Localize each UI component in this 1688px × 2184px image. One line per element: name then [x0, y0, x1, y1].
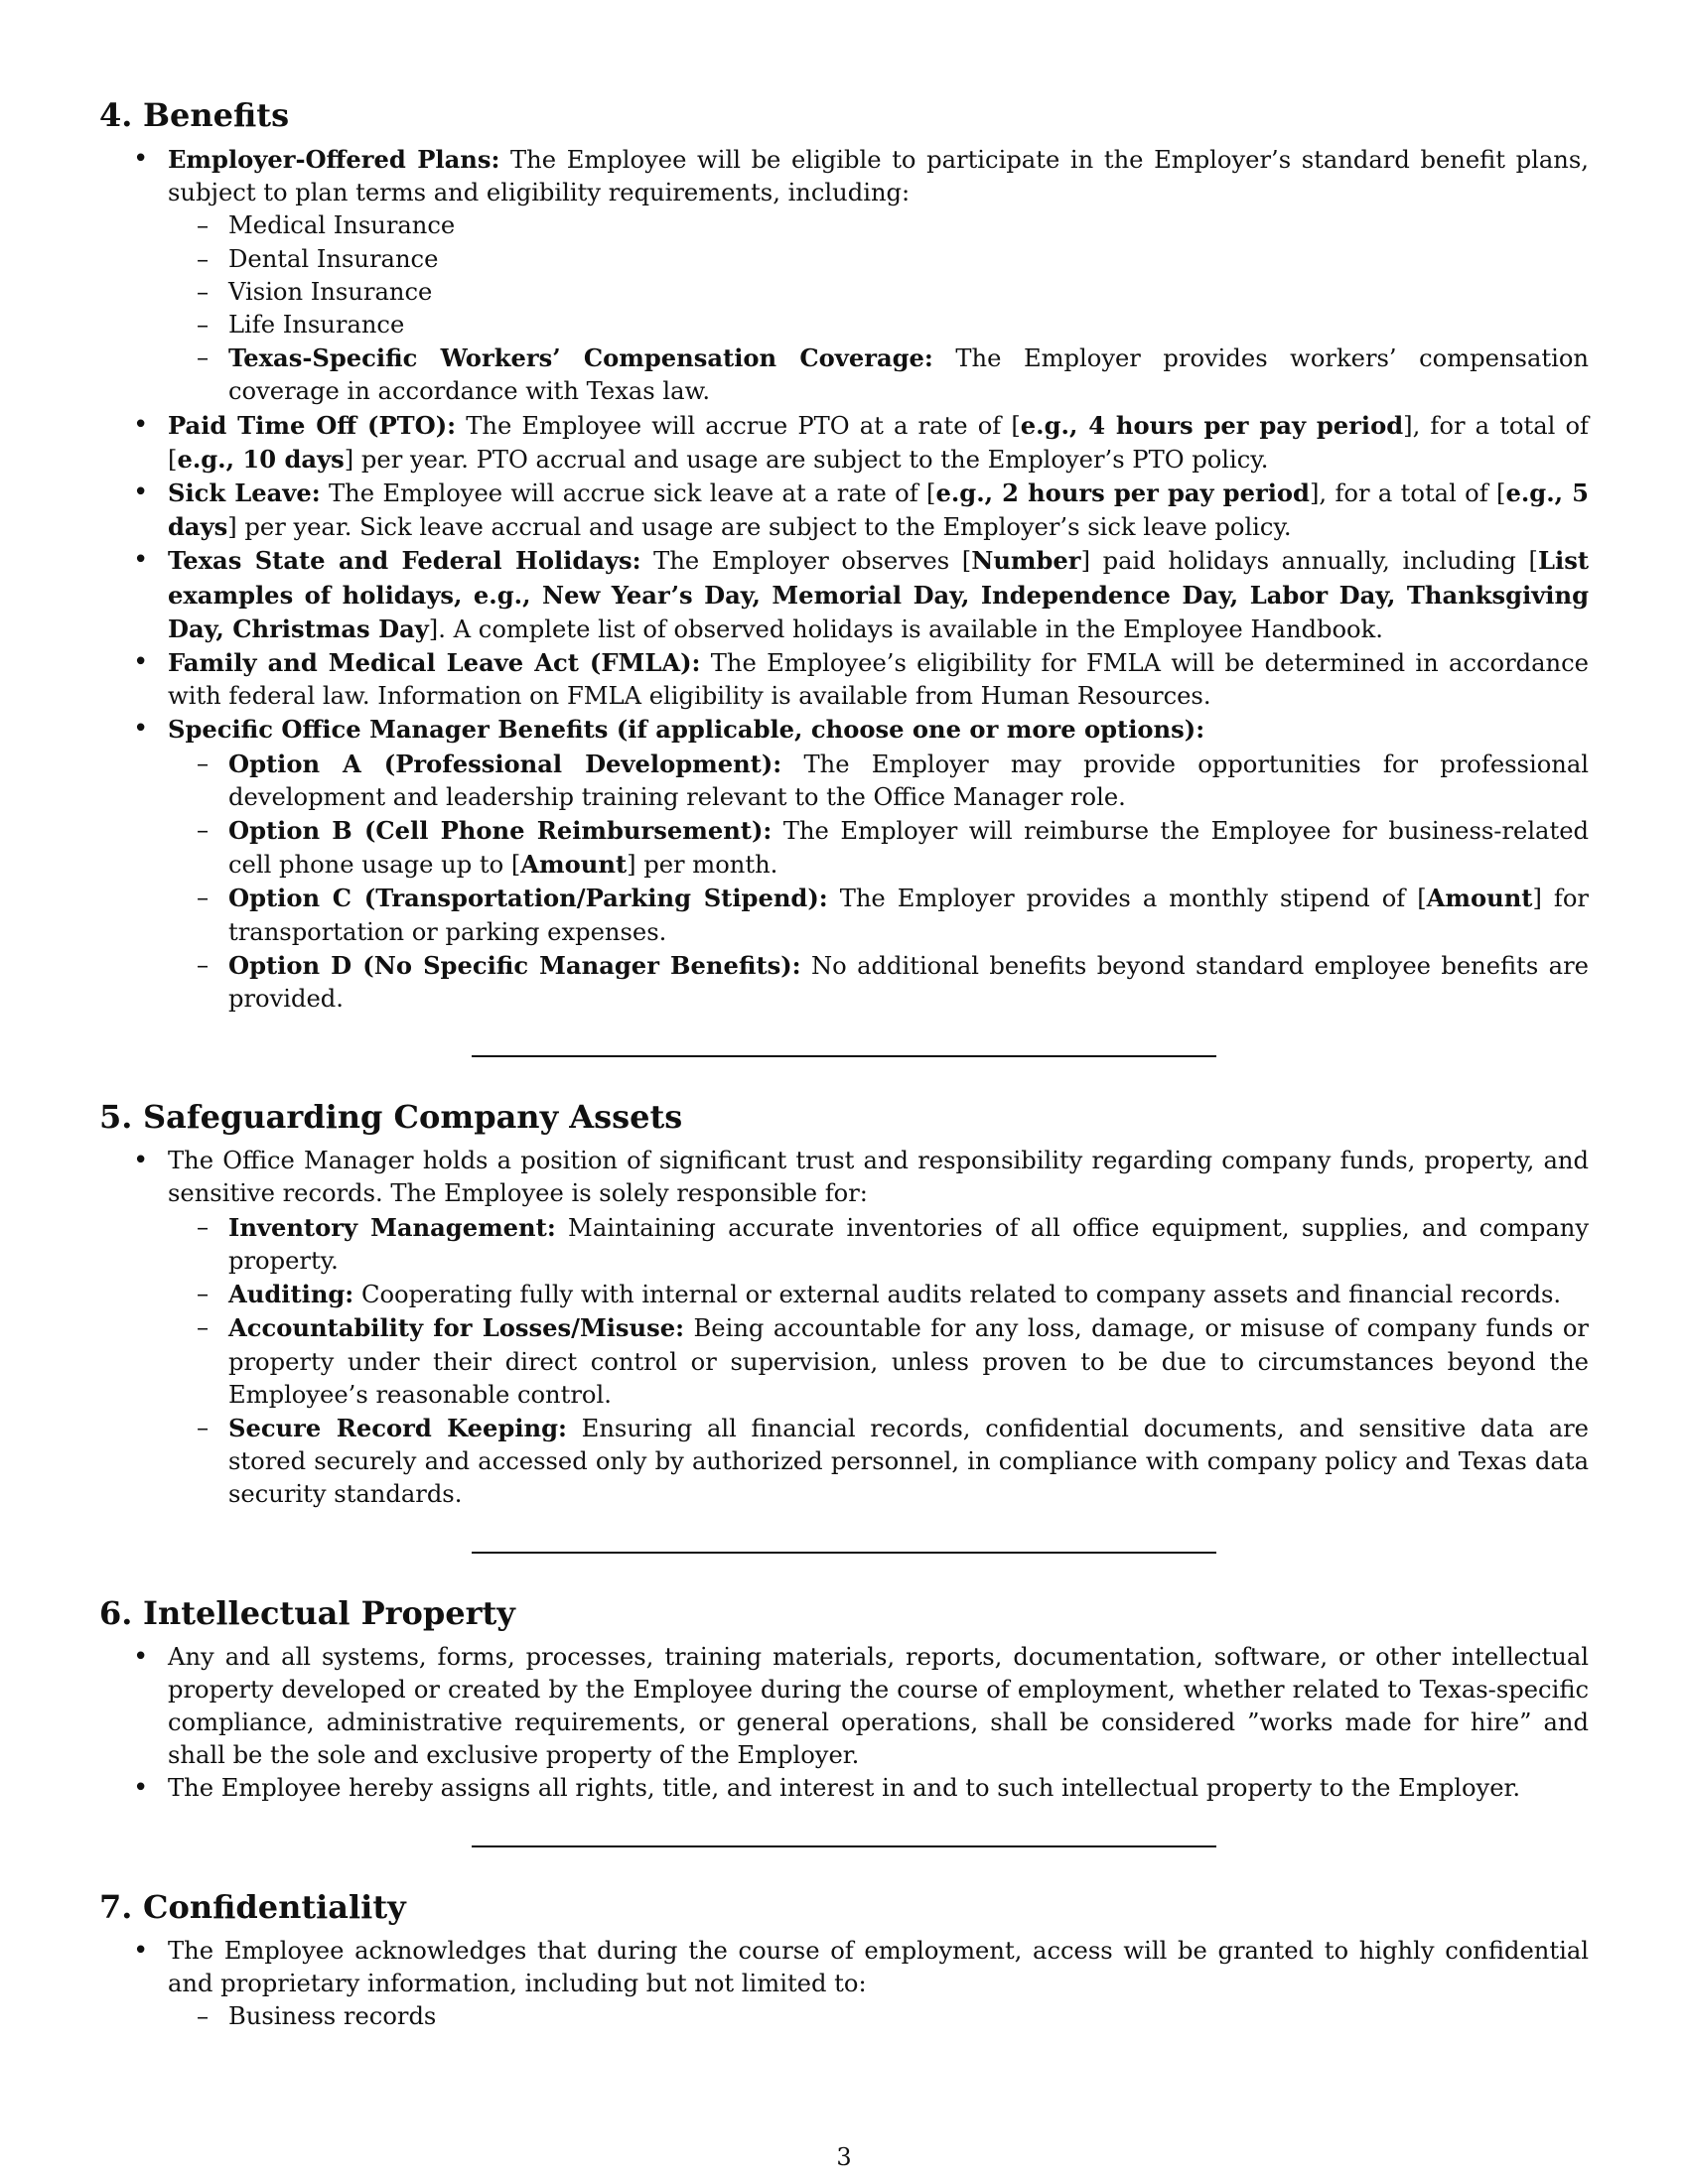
item-text: The Employee will be eligible to participate in the Employer’s standard benefit plans, subject to plan terms and eligibility requirements, including: — [168, 146, 1589, 207]
item-text: The Employee will accrue sick leave at a rate of [ — [320, 479, 936, 508]
item-text: The Employee’s eligibility for FMLA will be determined in accordance with federal law. Information on FMLA eligibility is available from Human Resources. — [168, 649, 1589, 711]
item-text: ], for a total of [ — [168, 411, 1590, 474]
confidentiality-list — [99, 1935, 1589, 2034]
item-label: Option C (Transportation/Parking Stipend): — [228, 884, 828, 913]
item-label: Option A (Professional Development): — [228, 749, 782, 778]
item-text: Ensuring all financial records, confidential documents, and sensitive data are stored securely and accessed only by authorized personnel, in compliance with company policy and Texas data security standards. — [228, 1414, 1589, 1509]
placeholder-value: Amount — [520, 850, 628, 880]
section-heading — [99, 95, 1589, 135]
list-item: • Any and all systems, forms, processes, training materials, reports, documentation, software, or other intellectual property developed or created by the Employee during the course of employment, whether related to Texas-specific compliance, administrative requirements, or general operations, shall be considered ”works made for hire” and shall be the sole and exclusive property of the Employer. — [99, 1641, 1589, 1773]
item-text: ] per month. — [627, 851, 778, 880]
option-b — [168, 814, 1589, 882]
item-text: The Employer will reimburse the Employee for business-related cell phone usage up to [ — [228, 817, 1589, 880]
option-a — [168, 748, 1589, 814]
list-item-responsibility — [99, 1145, 1589, 1511]
item-label: Texas-Specific Workers’ Compensation Coverage: — [228, 343, 933, 373]
section-heading — [99, 1593, 1589, 1633]
item-text: ] paid holidays annually, including [ — [1080, 547, 1538, 576]
sub-item-workers-comp — [168, 341, 1589, 408]
ip-list — [99, 1641, 1589, 1806]
options-sublist — [168, 748, 1589, 1017]
list-item-holidays — [99, 544, 1589, 646]
section-benefits — [99, 95, 1589, 1016]
list-item-sick-leave — [99, 477, 1589, 544]
section-title: Safeguarding Company Assets — [143, 1098, 683, 1137]
placeholder-value: e.g., 4 hours per pay period — [1020, 410, 1404, 440]
page-number: 3 — [836, 2143, 852, 2171]
item-text: The Employee acknowledges that during the course of employment, access will be granted to highly confidential and proprietary information, including but not limited to: — [168, 1936, 1589, 1997]
assets-list — [99, 1145, 1589, 1511]
list-item — [99, 1935, 1589, 2034]
item-text: ]. A complete list of observed holidays is available in the Employee Handbook. — [428, 614, 1383, 643]
section-heading — [99, 1887, 1589, 1927]
item-text: The Employer provides a monthly stipend of [ — [827, 885, 1427, 913]
responsibilities-sublist — [168, 1211, 1589, 1512]
option-c — [168, 882, 1589, 948]
item-text: Cooperating fully with internal or external audits related to company assets and financial records. — [353, 1281, 1562, 1309]
sub-item: – Life Insurance — [168, 309, 1589, 341]
section-safeguarding-assets — [99, 1097, 1589, 1511]
placeholder-value: List examples of holidays, e.g., New Year’s Day, Memorial Day, Independence Day, Labor Day, Thanksgiving Day, Christmas Day — [168, 546, 1589, 643]
item-text: ] for transportation or parking expenses. — [228, 885, 1589, 946]
placeholder-value: Amount — [1426, 884, 1533, 913]
item-text: No additional benefits beyond standard employee benefits are provided. — [228, 951, 1589, 1014]
item-label: Secure Record Keeping: — [228, 1413, 567, 1442]
sub-item: – Medical Insurance — [168, 209, 1589, 242]
item-label: Family and Medical Leave Act (FMLA): — [168, 648, 701, 678]
item-text: The Office Manager holds a position of significant trust and responsibility regarding company funds, property, and sensitive records. The Employee is solely responsible for: — [168, 1147, 1589, 1208]
item-label: Option D (No Specific Manager Benefits): — [228, 950, 801, 980]
item-text: The Employer provides workers’ compensation coverage in accordance with Texas law. — [228, 344, 1589, 406]
item-label: Inventory Management: — [228, 1212, 556, 1242]
item-text: Being accountable for any loss, damage, or misuse of company funds or property under their direct control or supervision, unless proven to be due to circumstances beyond the Employee’s reasonable control. — [228, 1314, 1589, 1409]
option-d — [168, 949, 1589, 1016]
item-text: The Employer observes [ — [640, 547, 972, 576]
sub-item-inventory — [168, 1211, 1589, 1278]
plans-sublist — [168, 209, 1589, 408]
item-label: Paid Time Off (PTO): — [168, 410, 457, 440]
section-heading — [99, 1097, 1589, 1137]
section-title: Confidentiality — [143, 1887, 406, 1926]
item-label: Auditing: — [228, 1280, 354, 1309]
section-number: 4. — [99, 96, 133, 134]
sub-item-record-keeping — [168, 1412, 1589, 1512]
placeholder-value: e.g., 5 days — [168, 478, 1589, 542]
list-item-manager-benefits — [99, 713, 1589, 1016]
item-label: Specific Office Manager Benefits (if applicable, choose one or more options): — [168, 715, 1205, 745]
section-confidentiality — [99, 1887, 1589, 2034]
sub-item: – Vision Insurance — [168, 276, 1589, 309]
section-title: Benefits — [143, 96, 290, 134]
item-label: Sick Leave: — [168, 478, 321, 508]
placeholder-value: e.g., 10 days — [177, 444, 345, 474]
list-item: • The Employee hereby assigns all rights, title, and interest in and to such intellectual property to the Employer. — [99, 1772, 1589, 1805]
item-label: Option B (Cell Phone Reimbursement): — [228, 816, 773, 846]
document-page — [99, 95, 1589, 2033]
list-item-pto — [99, 409, 1589, 477]
section-title: Intellectual Property — [143, 1593, 515, 1632]
sub-item: – Business records — [168, 2000, 1589, 2033]
list-item-fmla — [99, 646, 1589, 713]
section-intellectual-property — [99, 1593, 1589, 1806]
item-text: The Employer may provide opportunities for professional development and leadership training relevant to the Office Manager role. — [228, 750, 1589, 811]
item-label: Texas State and Federal Holidays: — [168, 546, 641, 576]
sub-item-auditing — [168, 1278, 1589, 1311]
item-label: Employer-Offered Plans: — [168, 145, 500, 174]
sub-item: – Dental Insurance — [168, 243, 1589, 276]
sub-item-accountability — [168, 1311, 1589, 1412]
item-text: ] per year. PTO accrual and usage are subject to the Employer’s PTO policy. — [344, 445, 1269, 474]
placeholder-value: Number — [971, 546, 1081, 576]
item-text: ], for a total of [ — [1309, 479, 1506, 508]
item-text: The Employee will accrue PTO at a rate of [ — [456, 411, 1021, 440]
section-number: 7. — [99, 1887, 133, 1926]
placeholder-value: e.g., 2 hours per pay period — [935, 478, 1310, 508]
item-text: ] per year. Sick leave accrual and usage are subject to the Employer’s sick leave policy. — [227, 513, 1292, 542]
benefits-list — [99, 143, 1589, 1016]
item-text: Maintaining accurate inventories of all office equipment, supplies, and company property. — [228, 1213, 1589, 1275]
item-label: Accountability for Losses/Misuse: — [228, 1313, 685, 1343]
confidential-info-sublist — [168, 2000, 1589, 2033]
section-number: 5. — [99, 1098, 133, 1137]
list-item-employer-plans — [99, 143, 1589, 409]
section-number: 6. — [99, 1593, 133, 1632]
